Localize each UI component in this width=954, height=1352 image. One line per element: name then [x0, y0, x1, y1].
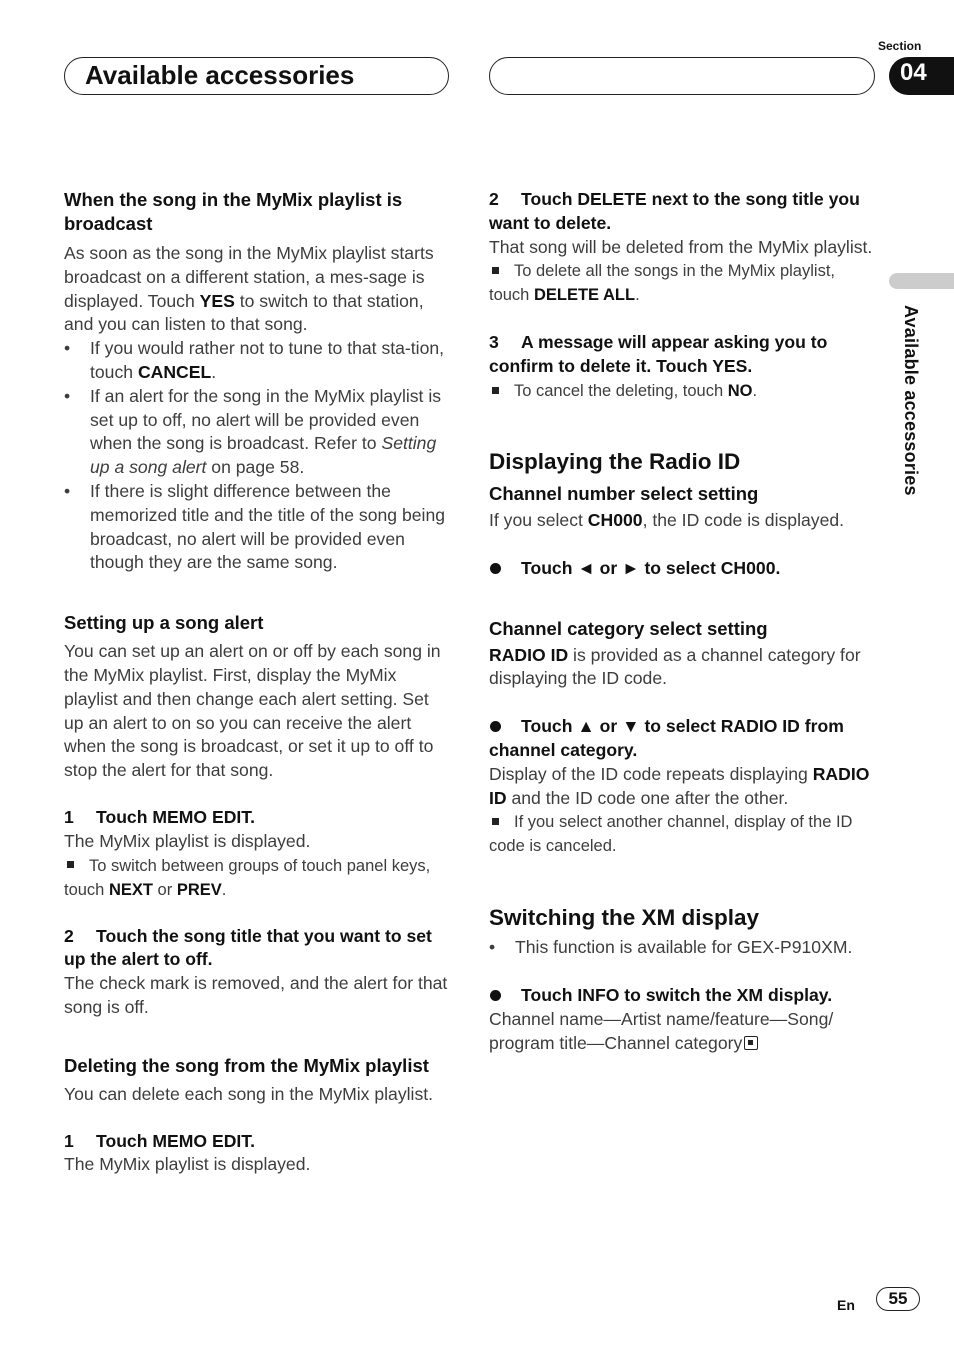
heading-song-alert: Setting up a song alert — [64, 612, 264, 634]
paragraph: RADIO ID is provided as a channel category for displaying the ID code. — [489, 644, 861, 689]
step-heading: Touch INFO to switch the XM display. — [489, 984, 877, 1008]
heading-xm-display: Switching the XM display — [489, 905, 760, 931]
side-tab-text: Available accessories — [901, 305, 921, 496]
paragraph: You can delete each song in the MyMix playlist. — [64, 1083, 434, 1104]
list-item: • If there is slight difference between the memorized title and the title of the song being broadcast, no alert will be provided even though they are the same song. — [64, 480, 452, 575]
section-label: Section — [878, 39, 922, 53]
paragraph: The check mark is removed, and the alert for that song is off. — [64, 973, 448, 1017]
section-number: 04 — [889, 57, 954, 95]
paragraph: Display of the ID code repeats displaying RADIO ID and the ID code one after the other. — [489, 763, 870, 808]
list-item: • If you would rather not to tune to that sta-tion, touch CANCEL. — [64, 337, 452, 385]
heading-mymix-broadcast: When the song in the MyMix playlist is broadcast — [64, 189, 403, 234]
note-item: To switch between groups of touch panel keys, touch NEXT or PREV. — [64, 856, 431, 899]
note-item: If you select another channel, display of the ID code is canceled. — [489, 813, 853, 856]
step-heading: 1 Touch MEMO EDIT. — [64, 1130, 255, 1151]
step-heading: 2 Touch the song title that you want to set up the alert to off. — [64, 925, 432, 970]
paragraph: If you select CH000, the ID code is displayed. — [489, 509, 845, 530]
paragraph: The MyMix playlist is displayed. — [64, 1154, 311, 1175]
header-empty-box — [489, 57, 875, 95]
end-mark-icon — [744, 1036, 758, 1050]
step-heading: Touch ◄ or ► to select CH000. — [489, 557, 877, 581]
side-tab-marker — [889, 273, 954, 289]
paragraph: You can set up an alert on or off by each song in the MyMix playlist. First, display the MyMix playlist and then change each alert setting. Set up an alert to on so you can receive the alert when the song is broadcast, or set it up to off to stop the alert for that song. — [64, 641, 441, 781]
heading-channel-number: Channel number select setting — [489, 482, 759, 504]
list-item: • This function is available for GEX-P910XM. — [489, 936, 877, 960]
heading-deleting-song: Deleting the song from the MyMix playlist — [64, 1054, 429, 1076]
paragraph: The MyMix playlist is displayed. — [64, 830, 311, 851]
left-column — [64, 188, 452, 1177]
note-item: To delete all the songs in the MyMix playlist, touch DELETE ALL. — [489, 262, 835, 305]
page-title-box — [64, 57, 449, 95]
note-item: To cancel the deleting, touch NO. — [489, 379, 877, 403]
footer-language: En — [837, 1297, 855, 1313]
page-title: Available accessories — [85, 60, 355, 90]
right-column — [489, 188, 877, 1056]
paragraph: Channel name—Artist name/feature—Song/ program title—Channel category — [489, 1008, 834, 1053]
heading-radio-id: Displaying the Radio ID — [489, 448, 741, 474]
step-heading: 3 A message will appear asking you to confirm to delete it. Touch YES. — [489, 332, 828, 377]
step-heading: 2 Touch DELETE next to the song title you want to delete. — [489, 189, 860, 233]
paragraph: As soon as the song in the MyMix playlist starts broadcast on a different station, a mes-sage is displayed. Touch YES to switch to that station, and you can listen to that song. — [64, 243, 434, 335]
paragraph: That song will be deleted from the MyMix playlist. — [489, 236, 873, 257]
list-item: • If an alert for the song in the MyMix playlist is set up to off, no alert will be provided even when the song is broadcast. Refer to Setting up a song alert on page 58. — [64, 385, 452, 480]
step-heading: Touch ▲ or ▼ to select RADIO ID from channel category. — [489, 715, 877, 763]
heading-channel-category: Channel category select setting — [489, 617, 768, 639]
step-heading: 1 Touch MEMO EDIT. — [64, 806, 255, 827]
page-number: 55 — [876, 1287, 920, 1311]
